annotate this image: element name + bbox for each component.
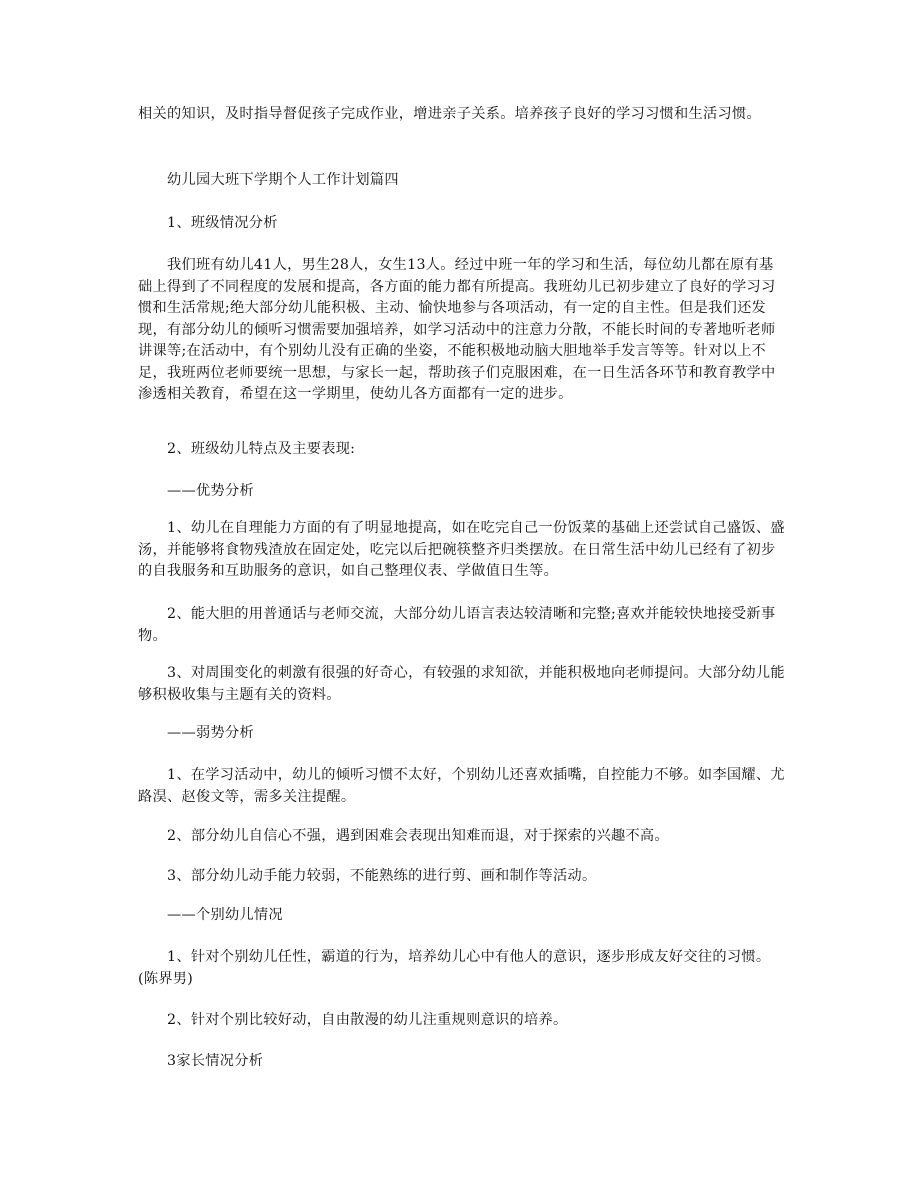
paragraph-intro: 相关的知识，及时指导督促孩子完成作业，增进亲子关系。培养孩子良好的学习习惯和生活习惯。 [138,106,761,122]
strength-item-1: 1、幼儿在自理能力方面的有了明显地提高，如在吃完自己一份饭菜的基础上还尝试自己盛饭、盛汤，并能够将食物残渣放在固定处，吃完以后把碗筷整齐归类摆放。在日常生活中幼儿已经有了初步的自我服务和互助服务的意识，如自己整理仪表、学做值日生等。 [138,520,785,579]
heading-parent-analysis: 3家长情况分析 [167,1053,264,1069]
subheading-weaknesses: ——弱势分析 [167,725,254,741]
subheading-individual: ——个别幼儿情况 [167,907,283,923]
heading-child-characteristics: 2、班级幼儿特点及主要表现: [167,441,356,457]
weakness-item-3: 3、部分幼儿动手能力较弱，不能熟练的进行剪、画和制作等活动。 [167,868,597,884]
strength-item-3: 3、对周围变化的刺激有很强的好奇心，有较强的求知欲，并能积极地向老师提问。大部分幼儿能够积极收集与主题有关的资料。 [138,665,785,703]
weakness-item-1: 1、在学习活动中，幼儿的倾听习惯不太好，个别幼儿还喜欢插嘴，自控能力不够。如李国耀、尤路淏、赵俊文等，需多关注提醒。 [138,767,785,805]
heading-class-analysis: 1、班级情况分析 [167,215,278,231]
weakness-item-2: 2、部分幼儿自信心不强，遇到困难会表现出知难而退，对于探索的兴趣不高。 [167,828,669,844]
individual-item-1: 1、针对个别幼儿任性，霸道的行为，培养幼儿心中有他人的意识，逐步形成友好交往的习惯。(陈界男) [138,949,771,987]
subheading-strengths: ——优势分析 [167,483,254,499]
strength-item-2: 2、能大胆的用普通话与老师交流，大部分幼儿语言表达较清晰和完整;喜欢并能较快地接受新事物。 [138,606,776,644]
section-title: 幼儿园大班下学期个人工作计划篇四 [167,172,399,188]
paragraph-class-analysis: 我们班有幼儿41人，男生28人，女生13人。经过中班一年的学习和生活，每位幼儿都在原有基础上得到了不同程度的发展和提高，各方面的能力都有所提高。我班幼儿已初步建立了良好的学习习惯和生活常规;绝大部分幼儿能积极、主动、愉快地参与各项活动，有一定的自主性。但是我们还发现，有部分幼儿的倾听习惯需要加强培养，如学习活动中的注意力分散，不能长时间的专著地听老师讲课等;在活动中，有个别幼儿没有正确的坐姿，不能积极地动脑大胆地举手发言等等。针对以上不足，我班两位老师要统一思想，与家长一起，帮助孩子们克服困难，在一日生活各环节和教育教学中渗透相关教育，希望在这一学期里，使幼儿各方面都有一定的进步。 [138,257,776,402]
individual-item-2: 2、针对个别比较好动，自由散漫的幼儿注重规则意识的培养。 [167,1012,568,1028]
